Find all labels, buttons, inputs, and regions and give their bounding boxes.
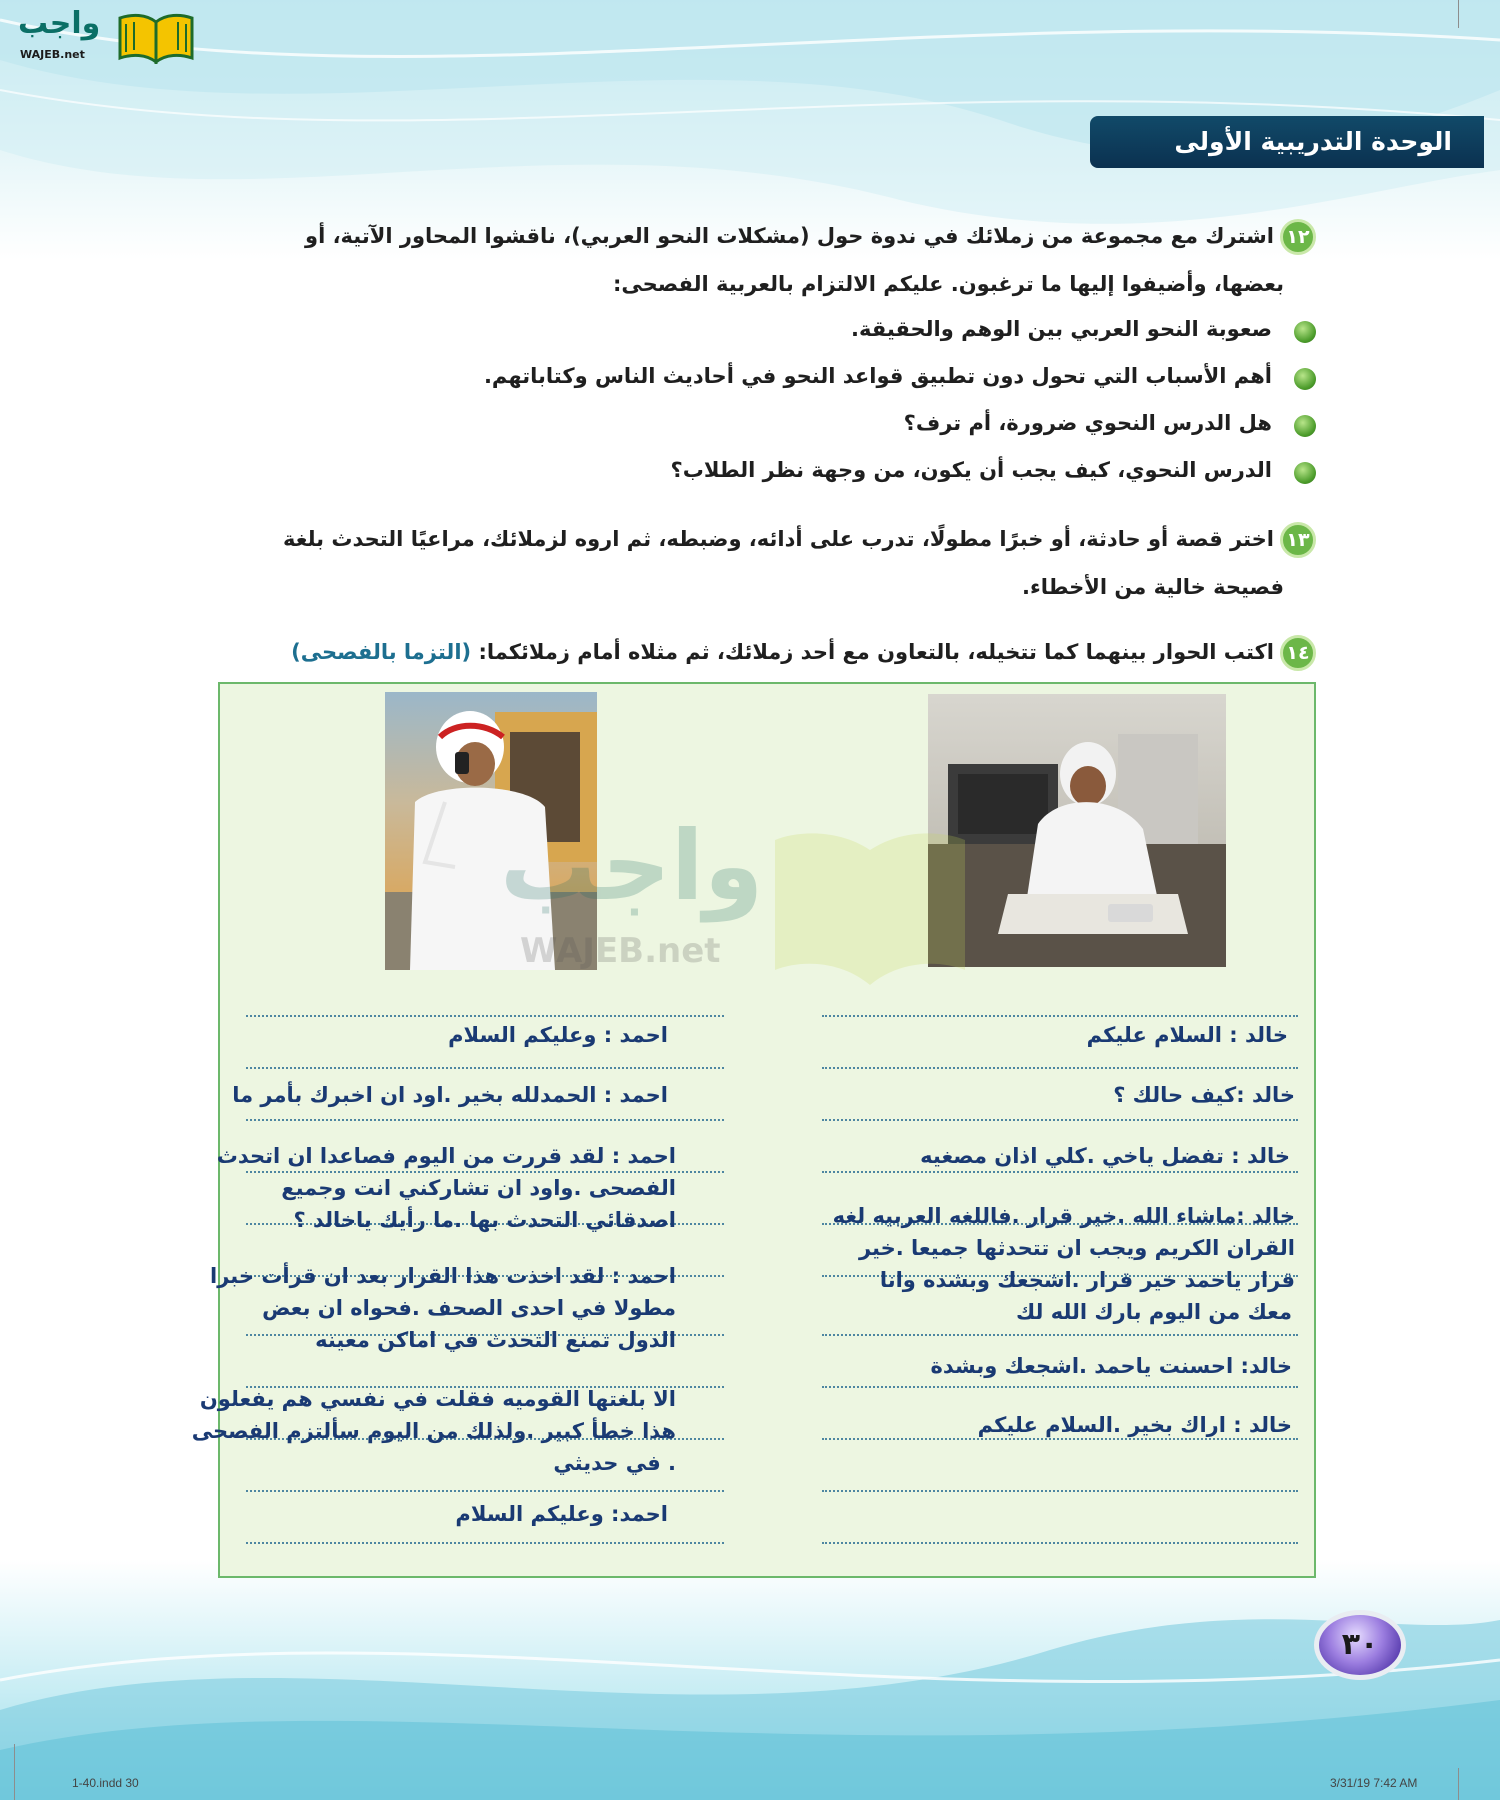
ahmed-line-11: . في حديثي	[553, 1451, 676, 1475]
exercise-12-bullet-2: أهم الأسباب التي تحول دون تطبيق قواعد النحو في أحاديث الناس وكتاباتهم.	[483, 364, 1272, 388]
khalid-line-1: خالد : السلام عليكم	[1086, 1023, 1288, 1047]
answer-line	[246, 1542, 724, 1544]
logo-arabic-text: واجب	[18, 6, 101, 41]
exercise-12-bullet-3: هل الدرس النحوي ضرورة، أم ترف؟	[903, 411, 1272, 435]
logo-english-text: WAJEB.net	[20, 48, 85, 61]
ahmed-line-9: الا بلغتها القوميه فقلت في نفسي هم يفعلون	[199, 1387, 676, 1411]
khalid-line-2: خالد :كيف حالك ؟	[1113, 1083, 1295, 1107]
answer-line	[822, 1386, 1298, 1388]
exercise-13-number-badge: ١٣	[1280, 522, 1316, 558]
exercise-14-number-badge: ١٤	[1280, 635, 1316, 671]
khalid-line-9: خالد : اراك بخير .السلام عليكم	[977, 1413, 1292, 1437]
exercise-12-number-badge: ١٢	[1280, 219, 1316, 255]
exercise-13-line-1: اختر قصة أو حادثة، أو خبرًا مطولًا، تدرب على أدائه، وضبطه، ثم اروه لزملائك، مراعيًا التحدث بلغة	[283, 527, 1274, 551]
crop-mark	[14, 1744, 15, 1800]
answer-line	[822, 1015, 1298, 1017]
ahmed-line-6: احمد : لقد اخذت هذا القرار بعد ان قرأت خبرا	[210, 1264, 676, 1288]
answer-line	[822, 1334, 1298, 1336]
exercise-12-bullet-4: الدرس النحوي، كيف يجب أن يكون، من وجهة نظر الطلاب؟	[670, 458, 1272, 482]
khalid-line-3: خالد : تفضل ياخي .كلي اذان مصغيه	[920, 1144, 1290, 1168]
answer-line	[822, 1438, 1298, 1440]
crop-mark	[1458, 0, 1459, 28]
crop-mark	[1458, 1768, 1459, 1800]
answer-line	[246, 1171, 724, 1173]
ahmed-line-12: احمد: وعليكم السلام	[455, 1502, 668, 1526]
ahmed-line-10: هذا خطأ كبير .ولذلك من اليوم سألتزم الفصحى	[191, 1419, 676, 1443]
wajeb-watermark	[500, 810, 1000, 990]
bullet-icon	[1294, 321, 1316, 343]
ahmed-line-3: احمد : لقد قررت من اليوم فصاعدا ان اتحدث	[216, 1144, 676, 1168]
bullet-icon	[1294, 415, 1316, 437]
watermark-book-icon	[770, 820, 970, 990]
ahmed-line-7: مطولا في احدى الصحف .فحواه ان بعض	[262, 1296, 676, 1320]
footer-background	[0, 1560, 1500, 1800]
answer-line	[246, 1067, 724, 1069]
ahmed-line-5: اصدقائي التحدث بها .ما رأيك ياخالد ؟	[293, 1208, 676, 1232]
print-slug-file: 1-40.indd 30	[72, 1776, 139, 1790]
khalid-line-6: قرار ياحمد خير قرار .اشجعك وبشده وانا	[879, 1268, 1295, 1292]
exercise-14-instruction-text: اكتب الحوار بينهما كما تتخيله، بالتعاون مع أحد زملائك، ثم مثلاه أمام زملائكما:	[478, 640, 1274, 664]
exercise-14-hint: (التزما بالفصحى)	[291, 640, 472, 664]
exercise-12-bullet-1: صعوبة النحو العربي بين الوهم والحقيقة.	[851, 317, 1272, 341]
khalid-line-7: معك من اليوم بارك الله لك	[1015, 1300, 1292, 1324]
print-slug-date: 3/31/19 7:42 AM	[1330, 1776, 1418, 1790]
ahmed-line-1: احمد : وعليكم السلام	[448, 1023, 668, 1047]
khalid-line-5: القران الكريم ويجب ان تتحدثها جميعا .خير	[858, 1236, 1295, 1260]
answer-line	[822, 1490, 1298, 1492]
ahmed-line-8: الدول تمنع التحدث في اماكن معينه	[315, 1328, 676, 1352]
footer-wave-decoration	[0, 1560, 1500, 1800]
khalid-line-4: خالد :ماشاء الله .خير قرار .فاللغه العربيه لغه	[832, 1204, 1295, 1228]
bullet-icon	[1294, 462, 1316, 484]
khalid-line-8: خالد: احسنت ياحمد .اشجعك وبشدة	[930, 1354, 1292, 1378]
exercise-12-line-2: بعضها، وأضيفوا إليها ما ترغبون. عليكم الالتزام بالعربية الفصحى:	[612, 272, 1284, 296]
open-book-icon	[118, 10, 194, 64]
exercise-12-line-1: اشترك مع مجموعة من زملائك في ندوة حول (مشكلات النحو العربي)، ناقشوا المحاور الآتية، أو	[305, 224, 1274, 248]
exercise-13-line-2: فصيحة خالية من الأخطاء.	[1022, 575, 1284, 599]
wajeb-logo[interactable]	[10, 6, 190, 68]
ahmed-line-4: الفصحى .واود ان تشاركني انت وجميع	[281, 1176, 676, 1200]
ahmed-line-2: احمد : الحمدلله بخير .اود ان اخبرك بأمر ما	[232, 1083, 668, 1107]
answer-line	[246, 1490, 724, 1492]
answer-line	[246, 1015, 724, 1017]
watermark-english-text: WAJEB.net	[520, 931, 721, 971]
page-number-badge: ٣٠	[1314, 1610, 1406, 1680]
answer-line	[822, 1119, 1298, 1121]
answer-line	[822, 1171, 1298, 1173]
unit-title-tab: الوحدة التدريبية الأولى	[1090, 116, 1484, 168]
watermark-arabic-text: واجب	[500, 810, 764, 922]
answer-line	[246, 1119, 724, 1121]
answer-line	[822, 1542, 1298, 1544]
exercise-14-instruction	[291, 640, 1274, 664]
answer-line	[822, 1067, 1298, 1069]
bullet-icon	[1294, 368, 1316, 390]
